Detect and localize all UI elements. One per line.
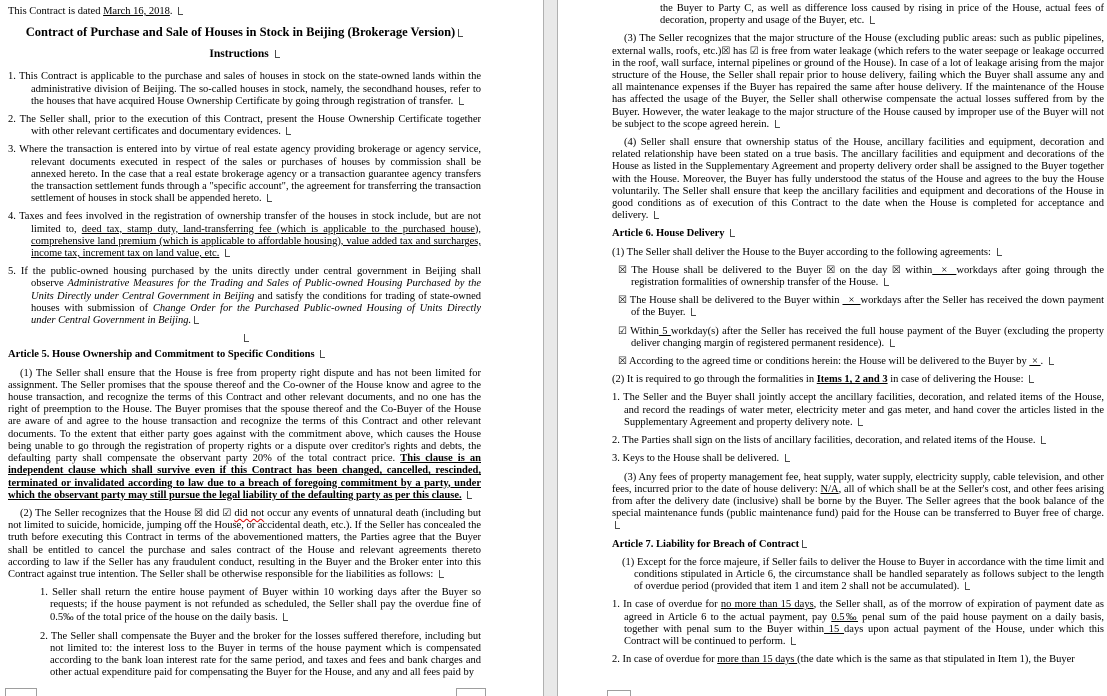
footer-frame-box	[5, 688, 37, 696]
instruction-item	[8, 211, 481, 260]
document-title	[8, 25, 481, 40]
text-run: 1. This Contract is applicable to the purchase and sales of houses in stock on the state-owned lands within the administrative division of Beijing. The so-called houses in stock, namely, the secondhand houses, refer to the houses that have acquired House Ownership Certificate by going through registration of transfer.	[8, 71, 481, 107]
text-run: 2. The Seller shall compensate the Buyer and the broker for the losses suffered therefore, including but not limited to: the interest loss to the Buyer in terms of the house payment which is compensated according to the bank loan interest rate for the same period, and taxes and fees and bank charges and other actual expenditure paid for compensating the Buyer for the House, and any and all fees paid by	[40, 630, 481, 679]
text-run: 0.5‰	[831, 611, 859, 623]
text-run: 2. The Seller shall, prior to the execution of this Contract, present the House Ownership Certificate together with other relevant certificates and documentary evidences.	[8, 114, 481, 138]
text-run	[462, 490, 465, 501]
text-run: is free from water leakage (which refers to the water seepage or leakage occurred in the roof, wall surface, internal pipelines or ground of the House). In case of a lot of leakage arising from the major structure of the House, the Seller shall repair prior to house delivery, failing which the Buyer shall assume any and all maintenance expenses if the Buyer has repaired the same after house delivery. If the maintenance of the House has affected the usage of the Buyer, the Seller shall otherwise compensate the actual losses suffered from by the Buyer. However, the water leakage to the major structure of the House caused by improper use of the Buyer will not be subject to the scope agreed herein.	[612, 45, 1104, 130]
paragraph	[612, 557, 1104, 594]
paragraph	[612, 374, 1104, 386]
text-run: Within	[626, 325, 659, 337]
text-run: the Buyer to Party C, as well as difference loss caused by rising in price of the House, actual fees of decoration, property and usage of the Buyer, etc.	[660, 3, 1104, 27]
text-run: Items 1, 2 and 3	[816, 374, 888, 386]
sub-item	[40, 631, 481, 680]
text-run: Contract of Purchase and Sale of Houses in Stock in Beijing (Brokerage Version)	[25, 25, 456, 40]
text-run: 1. In case of overdue for	[612, 599, 721, 611]
text-run: 5. If the public-owned housing purchased by the units directly under central government in Beijing shall observe	[8, 266, 481, 290]
text-run: (4) Seller shall ensure that ownership status of the House, ancillary facilities and equipment, decoration and related relationship have been stated on a true basis. The ancillary facilities and equipment and decorations of the House as listed in the Supplementary Agreement and property delivery order shall be assigned to the Buyer together with the House. Moreover, the Buyer has fully understood the status of the House and agrees to the buy the House voluntarily. The Seller shall ensure that keep the ancillary facilities and equipment and decorations of the House in good conditions as of execution of this Contract to the date when the House is completed for acceptance and delivery.	[612, 137, 1104, 222]
text-run: , all of which shall be at the Seller's cost, and other fees arising from after the delivery date (inclusive) shall be borne by the Buyer. The Seller agrees that the book balance of the special maintenance funds (public maintenance fund) paid for the House can be transferred to Buyer free of charge.	[612, 483, 1104, 520]
sub-item	[40, 587, 481, 624]
page-gutter	[543, 0, 558, 696]
text-run: days upon actual payment of the House, under which this Contract will be continued to perform.	[624, 623, 1105, 647]
footer-frame-box	[607, 690, 631, 696]
paragraph-mark-icon	[286, 127, 291, 135]
text-run: workday(s) after the Seller has received the full house payment of the Buyer (excluding the property deliver changing margin of registered permanent residence).	[631, 325, 1104, 349]
text-run: did not	[234, 507, 265, 519]
checkbox-checked-icon: ☑	[749, 45, 759, 57]
paragraph-mark-icon	[858, 418, 863, 426]
text-run: did	[203, 507, 223, 519]
paragraph-mark-icon	[1049, 357, 1054, 365]
paragraph	[612, 247, 1104, 259]
text-run: The House shall be delivered to the Buyer	[626, 264, 827, 276]
checkbox-crossed-icon: ☒	[194, 507, 203, 519]
paragraph-mark-icon	[884, 278, 889, 286]
text-run	[219, 248, 222, 259]
text-run: and satisfy the conditions for trading of state-owned houses with submission of	[31, 290, 481, 314]
text-run: According to the agreed time or conditions herein: the House will be delivered to the Buyer by	[626, 356, 1030, 368]
text-run: has	[730, 45, 750, 57]
paragraph-mark-icon	[467, 491, 472, 499]
text-run: on the day	[835, 264, 892, 276]
paragraph-mark-icon	[615, 521, 620, 529]
paragraph-mark-icon	[194, 316, 199, 324]
text-run: 2. In case of overdue for	[612, 654, 718, 666]
text-run: .	[169, 6, 176, 17]
instruction-item	[8, 114, 481, 138]
text-run: Article 6. House Delivery	[612, 228, 728, 240]
text-run: , the Seller shall, as of the morrow of expiration of payment date as agreed in Article 6 to the actual payment, pay	[624, 599, 1105, 623]
checkbox-crossed-icon: ☒	[618, 264, 627, 276]
paragraph-mark-icon	[785, 454, 790, 462]
text-run: (2) The Seller recognizes that the House	[20, 507, 195, 519]
paragraph-mark-icon	[178, 7, 183, 15]
footer-frame-box	[456, 688, 486, 696]
paragraph	[612, 33, 1104, 131]
paragraph-mark-icon	[691, 308, 696, 316]
page-right-text-area	[612, 3, 1104, 672]
paragraph	[612, 137, 1104, 222]
paragraph-mark-icon	[791, 637, 796, 645]
text-run: 15	[824, 623, 845, 635]
paragraph-mark-icon	[320, 350, 325, 358]
text-run: .	[1040, 356, 1046, 368]
text-run: penal sum of the paid house payment on a daily basis, together with penal sum to the Buyer within	[624, 611, 1105, 635]
checkbox-crossed-icon: ☒	[891, 264, 901, 276]
paragraph-mark-icon	[275, 50, 280, 58]
numbered-item	[612, 392, 1104, 429]
continuation-paragraph	[660, 3, 1104, 27]
article-heading	[8, 349, 481, 361]
text-run: within	[900, 264, 933, 276]
checkbox-crossed-icon: ☒	[721, 45, 731, 57]
checkbox-checked-icon: ☑	[222, 507, 232, 519]
checkbox-crossed-icon: ☒	[618, 356, 627, 368]
paragraph-mark-icon	[1041, 436, 1046, 444]
paragraph-mark-icon	[775, 120, 780, 128]
page-right	[558, 0, 1107, 696]
paragraph-mark-icon	[459, 97, 464, 105]
paragraph-mark-icon	[890, 339, 895, 347]
paragraph-mark-icon	[870, 16, 875, 24]
paragraph-mark-icon	[654, 211, 659, 219]
paragraph-mark-icon	[267, 194, 272, 202]
text-run: ×	[1029, 356, 1041, 368]
checkbox-crossed-icon: ☒	[618, 295, 627, 307]
empty-paragraph	[8, 333, 481, 345]
text-run: (1) Except for the force majeure, if Seller fails to deliver the House to Buyer in accordance with the time limit and conditions stipulated in Article 6, the circumstance shall be handled separately as follows subject to the length of overdue period (provided that item 1 and item 2 shall not be accumulated).	[622, 556, 1104, 593]
text-run: This clause is an independent clause which shall survive even if this Contract has been changed, cancelled, rescinded, terminated or invalidated according to law due to a breach of foregoing commitment by a party, under which the observant party may still pursue the legal liability of the defaulting party as per this clause.	[8, 453, 481, 501]
text-run: Article 7. Liability for Breach of Contract	[612, 538, 800, 550]
text-run: (3) The Seller recognizes that the major structure of the House (excluding public areas: such as public pipelines, external walls, roofs, etc.)	[612, 33, 1104, 57]
paragraph-mark-icon	[283, 613, 288, 621]
instruction-item	[8, 71, 481, 108]
text-run: (1) The Seller shall deliver the House to the Buyer according to the following agreements:	[612, 246, 994, 258]
instruction-item	[8, 266, 481, 327]
article-heading	[612, 539, 1104, 551]
checkbox-option	[618, 356, 1104, 368]
date-line	[8, 6, 481, 18]
paragraph-mark-icon	[244, 334, 249, 342]
text-run: 3. Where the transaction is entered into by virtue of real estate agency providing brokerage or agency service, relevant documents executed in respect of the sales or purchases of houses by commission shall be annexed hereto. In the case that a real estate brokerage agency or a transaction guarantee agency transfers the transaction settlement funds through a "specific account", the agreement for transferring the transaction settlement of houses in stock shall be appended hereto.	[8, 144, 481, 205]
text-run: The House shall be delivered to the Buyer within	[626, 295, 843, 307]
checkbox-crossed-icon: ☒	[826, 264, 836, 276]
checkbox-option	[618, 265, 1104, 289]
text-run: 2. The Parties shall sign on the lists of ancillary facilities, decoration, and related items of the House.	[612, 435, 1039, 447]
text-run: 4. Taxes and fees involved in the registration of ownership transfer of the houses in stock include, but are not limited to,	[8, 211, 481, 235]
numbered-item	[612, 654, 1104, 666]
text-run: Administrative Measures for the Trading and Sales of Public-owned Housing Purchased by the Units Directly under Central Government in Beijing	[31, 278, 481, 302]
page-left-text-area	[8, 6, 481, 687]
text-run: (1) The Seller shall ensure that the House is free from property right dispute and has not been limited for assignment. The Seller promises that the spouse thereof and the Co-owner of the House know and agree to the house transaction, and recognize the terms of this Contract and other relevant documents, and no one has the right of preemption to the House. The Buyer promises that the spouse thereof and the Co-Buyer of the House are aware of and agree to the house transaction and recognize the terms of this Contract and other relevant documents. To the extent that either party goes against with the commitment above, which causes the House being unable to go through the registration of property rights or a dispute over creditor's rights and debts, the defaulting party shall compensate the observant party 20% of the total contract price.	[8, 367, 481, 465]
text-run: no more than 15 days	[720, 599, 814, 611]
text-run: (3) Any fees of property management fee, heat supply, water supply, electricity supply, cable television, and other fees, incurred prior to the date of house delivery:	[612, 471, 1104, 495]
text-run: (2) It is required to go through the formalities in	[612, 374, 817, 386]
paragraph-mark-icon	[225, 249, 230, 257]
text-run: Article 5. House Ownership and Commitment to Specific Conditions	[8, 349, 318, 361]
paragraph-mark-icon	[439, 570, 444, 578]
page-left	[0, 0, 543, 696]
section-subtitle	[8, 48, 481, 60]
checkbox-option	[618, 326, 1104, 350]
paragraph-mark-icon	[458, 29, 463, 37]
checkbox-checked-icon: ☑	[618, 325, 627, 337]
paragraph-mark-icon	[965, 582, 970, 590]
text-run: in case of delivering the House:	[887, 374, 1027, 386]
paragraph-mark-icon	[997, 248, 1002, 256]
paragraph-mark-icon	[1029, 375, 1034, 383]
instruction-item	[8, 144, 481, 205]
paragraph-mark-icon	[802, 540, 807, 548]
text-run: Change Order for the Purchased Public-owned Housing of Units Directly under Central Government in Beijing.	[31, 302, 481, 327]
text-run: workdays after the Seller has received the down payment of the Buyer.	[631, 295, 1104, 319]
text-run: 3. Keys to the House shall be delivered.	[612, 453, 782, 465]
text-run: (the date which is the same as that stipulated in Item 1), the Buyer	[797, 654, 1075, 666]
text-run: deed tax, stamp duty, land-transferring fee (which is applicable to the purchased house), comprehensive land premium (which is applicable to affordable housing), value added tax and surcharges, income tax, increment tax on land value, etc.	[31, 223, 481, 260]
text-run: Instructions	[209, 48, 272, 61]
paragraph	[612, 472, 1104, 533]
text-run: ×	[932, 264, 957, 276]
numbered-item	[612, 435, 1104, 447]
text-run: This Contract is dated	[8, 6, 104, 17]
text-run: 5	[658, 325, 671, 337]
text-run: 1. Seller shall return the entire house payment of Buyer within 10 working days after the Buyer so requests; if the house payment is not refunded as scheduled, the Seller shall pay the overdue fine of 0.5‰ of the total price of the house on the daily basis.	[40, 587, 481, 623]
text-run: March 16, 2018	[103, 6, 170, 17]
text-run: ×	[842, 295, 861, 307]
text-run: more than 15 days	[717, 654, 798, 666]
text-run: N/A	[820, 483, 839, 495]
checkbox-option	[618, 295, 1104, 319]
paragraph	[8, 508, 481, 581]
paragraph	[8, 368, 481, 502]
text-run: workdays after going through the registration formalities of ownership transfer of the House.	[631, 264, 1104, 289]
paragraph-mark-icon	[730, 229, 735, 237]
text-run: 1. The Seller and the Buyer shall jointly accept the ancillary facilities, decoration, and related items of the House, and record the readings of water meter, electricity meter and gas meter, and hand cover the articles listed in the Supplementary Agreement and property delivery note.	[612, 392, 1104, 428]
text-run: occur any events of unnatural death (including but not limited to suicide, homicide, jumping off the House, or accidental death, etc.). If the Seller has concealed the truth before executing this Contract in terms of the abovementioned matters, the Parties agree that the Buyer shall be entitled to cancel the purchase and sales contract of the House and relevant agreements thereto according to law if the Seller has any fraudulent conduct, resulting in the Buyer and the Broker enter into this Contract against true intention. The Seller shall be otherwise responsible for the liabilities as follows:	[8, 507, 482, 580]
numbered-item	[612, 599, 1104, 648]
numbered-item	[612, 453, 1104, 465]
article-heading	[612, 228, 1104, 240]
